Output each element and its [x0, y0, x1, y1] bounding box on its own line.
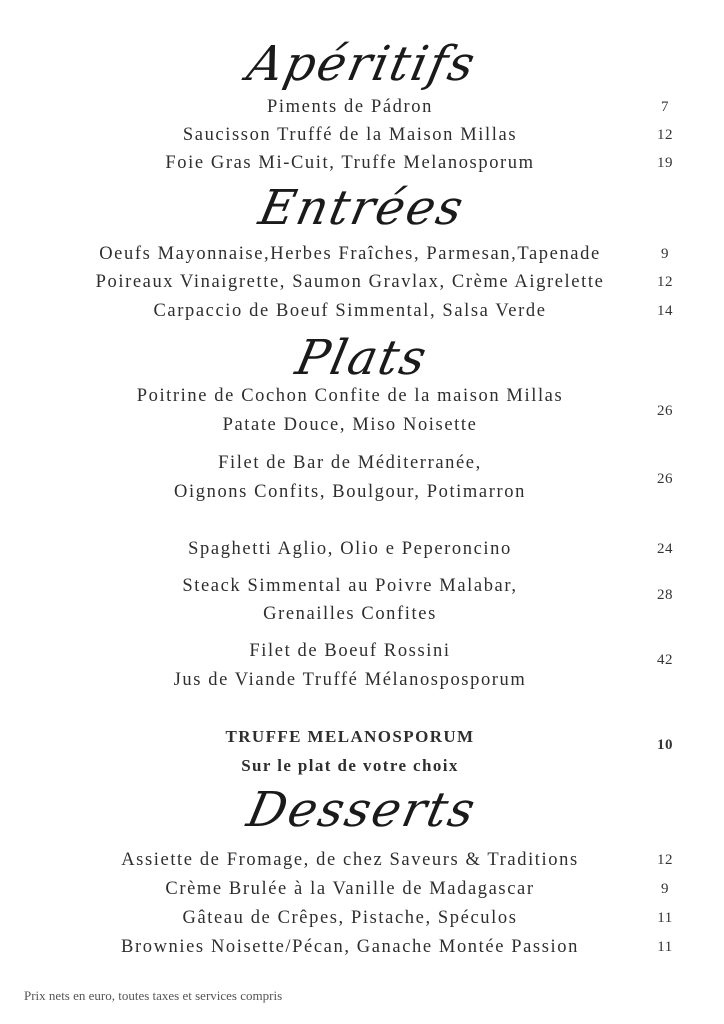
item-name-line1: Filet de Bar de Méditerranée,	[218, 453, 482, 473]
item-price: 9	[661, 246, 669, 262]
item-name-line2: Sur le plat de votre choix	[241, 756, 459, 775]
item-price: 28	[657, 587, 673, 603]
section-title-desserts: Desserts	[242, 782, 482, 838]
item-name-line1: TRUFFE MELANOSPORUM	[225, 727, 475, 746]
item-name: Brownies Noisette/Pécan, Ganache Montée Passion	[121, 937, 579, 957]
item-name: Oeufs Mayonnaise,Herbes Fraîches, Parmesan,Tapenade	[99, 244, 601, 264]
item-name-line2: Grenailles Confites	[263, 604, 437, 624]
item-name: Saucisson Truffé de la Maison Millas	[182, 125, 518, 145]
item-price: 26	[657, 471, 673, 487]
item-name: Gâteau de Crêpes, Pistache, Spéculos	[182, 908, 518, 928]
item-name: Carpaccio de Boeuf Simmental, Salsa Verde	[153, 301, 547, 321]
item-price: 14	[657, 303, 673, 319]
section-title-aperitifs: Apéritifs	[242, 36, 482, 92]
item-name: Assiette de Fromage, de chez Saveurs & Traditions	[121, 850, 579, 870]
item-price: 11	[657, 910, 673, 926]
item-price: 26	[657, 403, 673, 419]
item-name: Foie Gras Mi-Cuit, Truffe Melanosporum	[165, 153, 535, 173]
item-name: Poireaux Vinaigrette, Saumon Gravlax, Crème Aigrelette	[95, 272, 605, 292]
item-name-line2: Oignons Confits, Boulgour, Potimarron	[174, 482, 526, 502]
item-price: 12	[657, 852, 673, 868]
item-price: 12	[657, 127, 673, 143]
item-name: Crème Brulée à la Vanille de Madagascar	[165, 879, 535, 899]
item-price: 42	[657, 652, 673, 668]
section-title-entrees: Entrées	[254, 180, 470, 236]
footer-note: Prix nets en euro, toutes taxes et services compris	[24, 988, 283, 1003]
item-name: Piments de Pádron	[267, 97, 433, 117]
item-name-line1: Filet de Boeuf Rossini	[249, 641, 451, 661]
item-name-line1: Steack Simmental au Poivre Malabar,	[182, 576, 518, 596]
item-price: 11	[657, 939, 673, 955]
item-name: Spaghetti Aglio, Olio e Peperoncino	[188, 539, 512, 559]
item-price: 7	[661, 99, 669, 115]
item-name-line2: Patate Douce, Miso Noisette	[222, 415, 478, 435]
item-price: 24	[657, 541, 673, 557]
item-price: 9	[661, 881, 669, 897]
item-price: 10	[657, 737, 673, 753]
item-price: 19	[657, 155, 673, 171]
item-price: 12	[657, 274, 673, 290]
section-title-plats: Plats	[290, 330, 434, 386]
item-name-line2: Jus de Viande Truffé Mélanosposporum	[173, 670, 527, 690]
item-name-line1: Poitrine de Cochon Confite de la maison Millas	[136, 386, 564, 406]
